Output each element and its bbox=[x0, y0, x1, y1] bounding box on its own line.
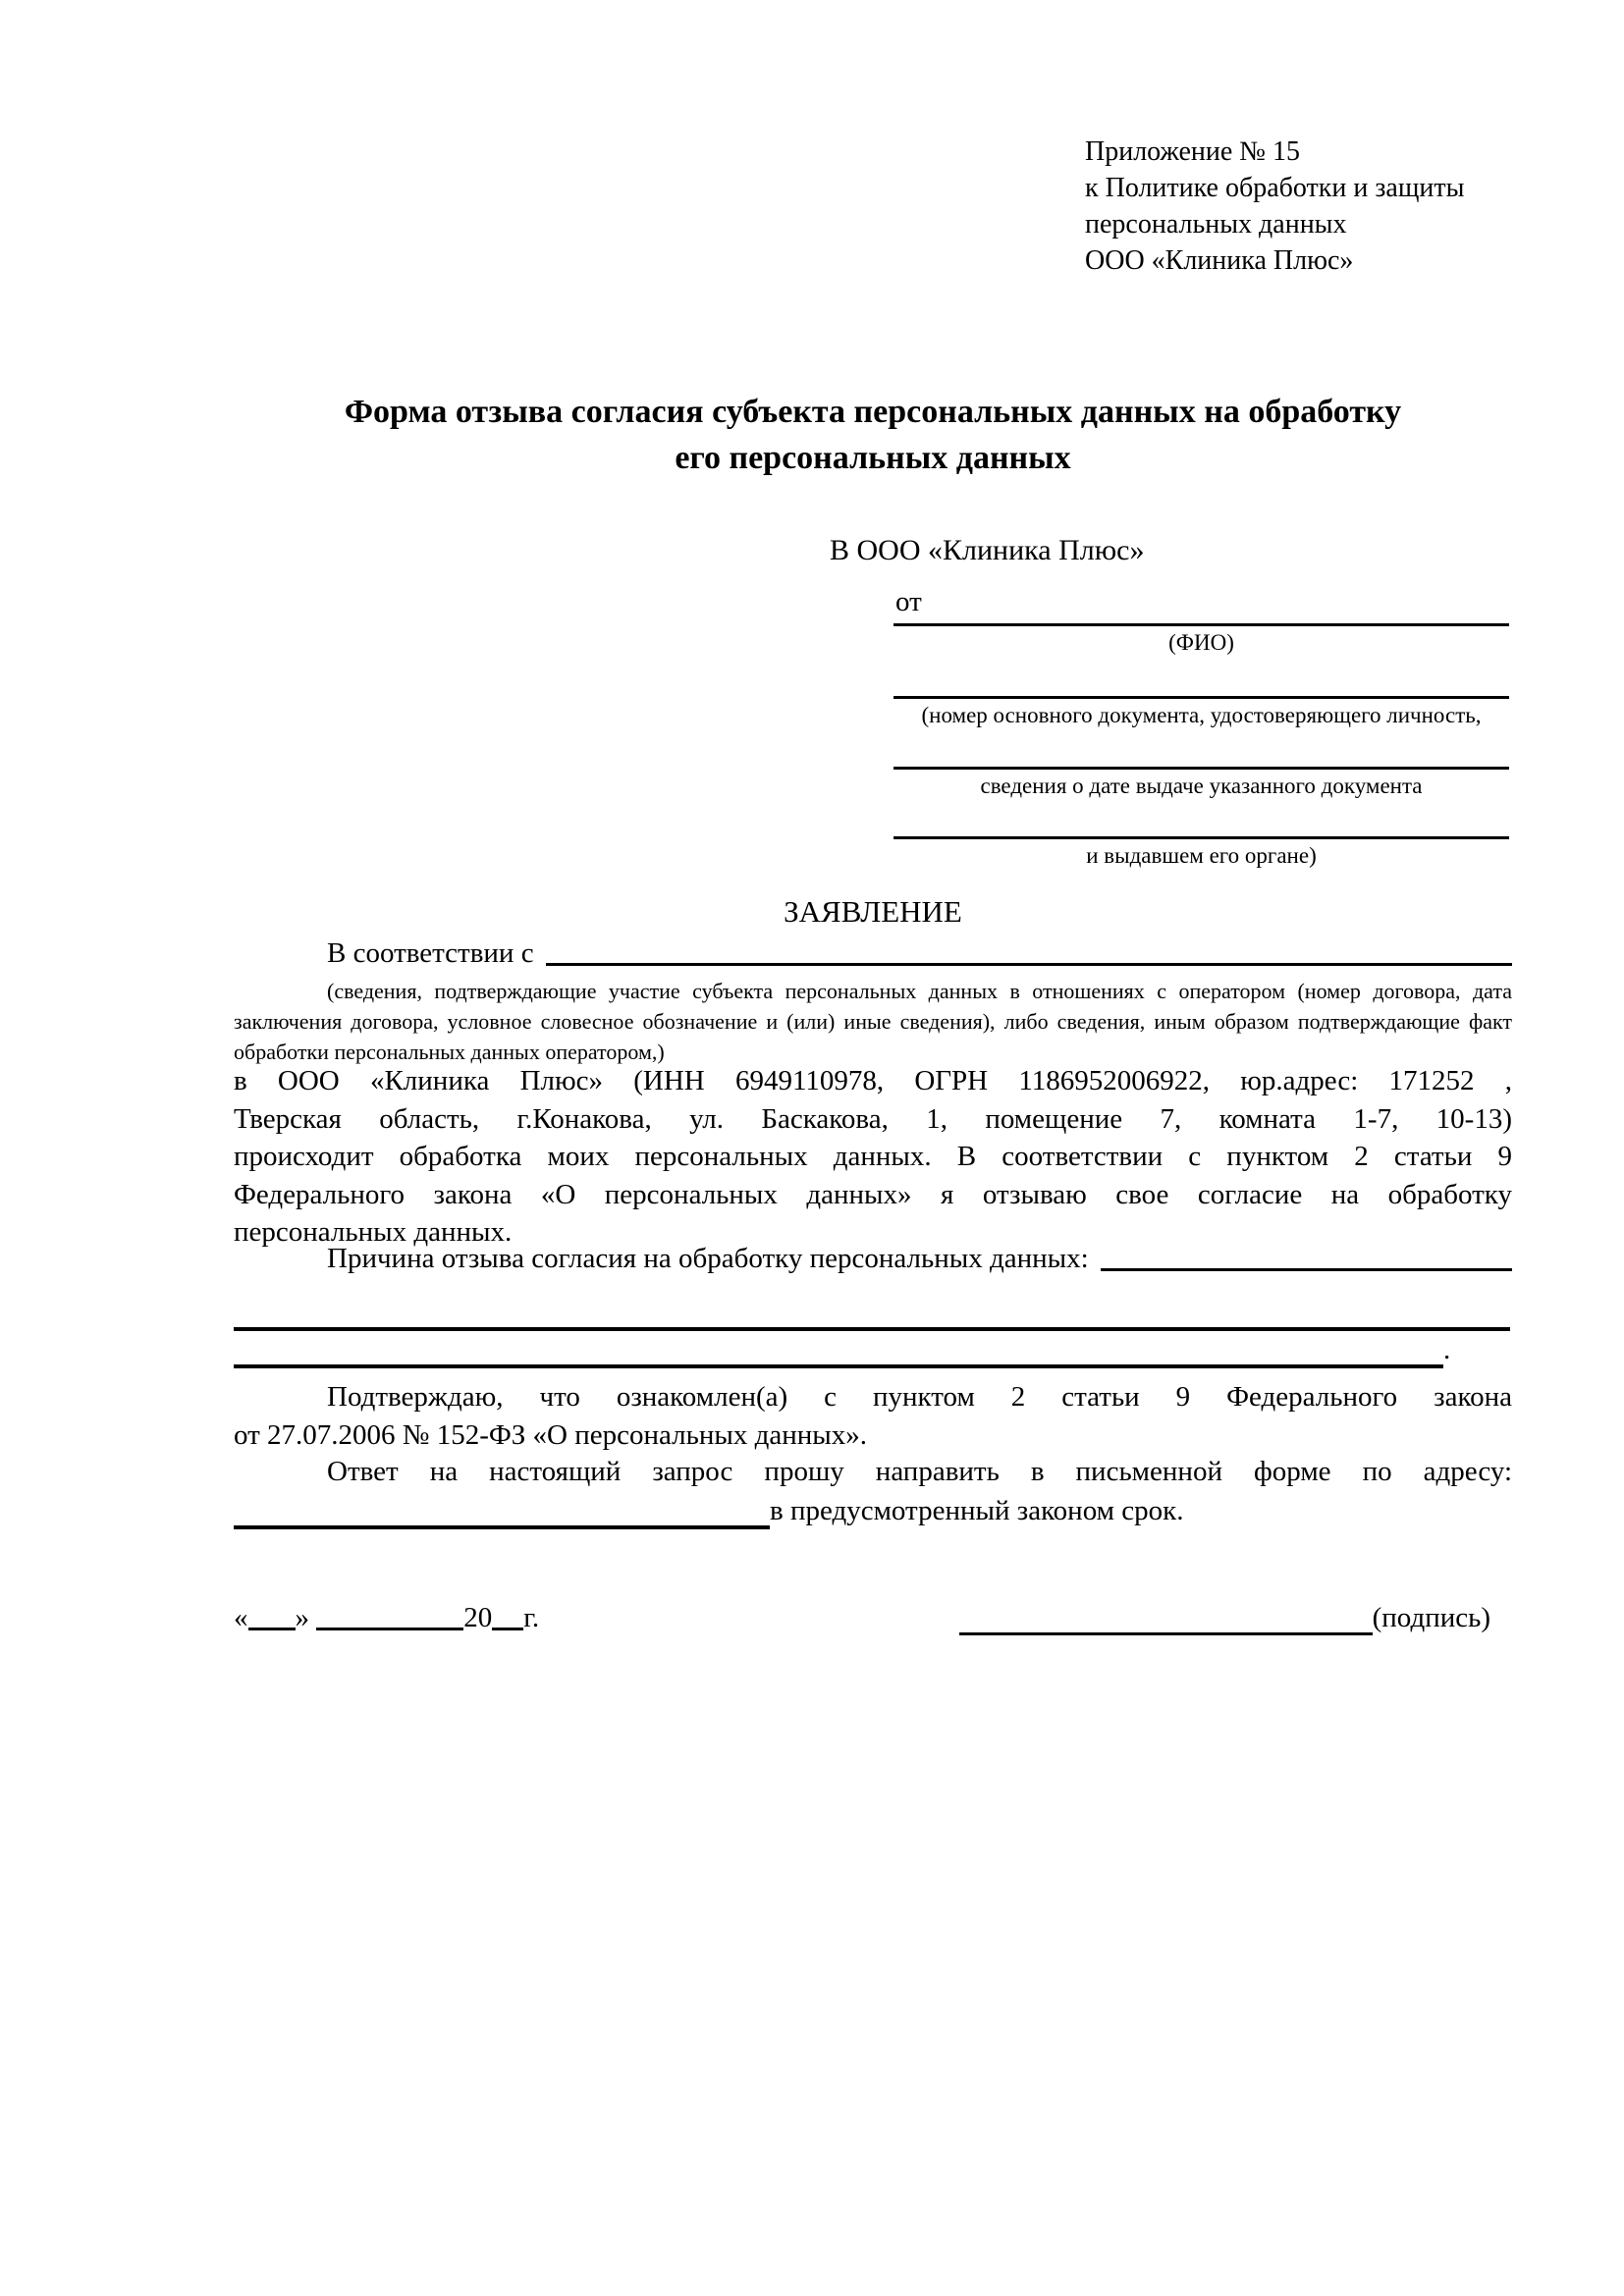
appendix-header bbox=[1085, 133, 1464, 279]
reason-blank-line-3-row bbox=[234, 1323, 1512, 1368]
reply-address-row bbox=[234, 1490, 1512, 1529]
document-title-line: Форма отзыва согласия субъекта персональных данных на обработку bbox=[344, 394, 1402, 430]
reason-row bbox=[234, 1240, 1512, 1277]
statement-body-line: Тверская область, г.Конакова, ул. Баскакова, 1, помещение 7, комната 1-7, 10-13) bbox=[234, 1102, 1512, 1135]
intro-prefix: В соответствии с bbox=[327, 937, 534, 969]
day-blank-line bbox=[248, 1602, 296, 1630]
reply-address-blank-line bbox=[234, 1490, 770, 1529]
explanatory-note-line: заключения договора, условное словесное обозначение и (или) иные сведения), либо сведения, иным образом подтверждающие факт bbox=[234, 1009, 1512, 1034]
year-prefix: 20 bbox=[463, 1602, 493, 1633]
year-blank-line bbox=[492, 1602, 523, 1630]
reason-label: Причина отзыва согласия на обработку персональных данных: bbox=[327, 1243, 1089, 1274]
date-group bbox=[234, 1600, 539, 1635]
document-number-caption: (номер основного документа, удостоверяющего личность, bbox=[921, 703, 1482, 727]
statement-body-line: Федерального закона «О персональных данных» я отзываю свое согласие на обработку bbox=[234, 1178, 1512, 1210]
statement-body-line: в ООО «Клиника Плюс» (ИНН 6949110978, ОГРН 1186952006922, юр.адрес: 171252 , bbox=[234, 1065, 1512, 1096]
addressee-organization: В ООО «Клиника Плюс» bbox=[830, 534, 1145, 566]
reply-request-line: Ответ на настоящий запрос прошу направить в письменной форме по адресу: bbox=[327, 1456, 1512, 1487]
signature-blank-line bbox=[959, 1603, 1373, 1635]
appendix-header-line: Приложение № 15 bbox=[1085, 136, 1300, 167]
blank-line-period: . bbox=[1443, 1334, 1451, 1365]
statement-body-line: происходит обработка моих персональных данных. В соответствии с пунктом 2 статьи 9 bbox=[234, 1141, 1512, 1172]
confirmation-line: от 27.07.2006 № 152-ФЗ «О персональных данных». bbox=[234, 1418, 868, 1451]
appendix-header-line: к Политике обработки и защиты bbox=[1085, 173, 1465, 203]
statement-body-line: персональных данных. bbox=[234, 1216, 513, 1248]
year-suffix: г. bbox=[523, 1602, 540, 1633]
explanatory-note bbox=[234, 976, 1512, 1067]
confirmation-line: Подтверждаю, что ознакомлен(а) с пунктом 2 статьи 9 Федерального закона bbox=[327, 1381, 1512, 1413]
date-signature-row bbox=[234, 1600, 1512, 1635]
reply-suffix: в предусмотренный законом срок. bbox=[770, 1495, 1184, 1526]
date-open-quote: « bbox=[234, 1602, 248, 1633]
addressee-block bbox=[234, 533, 1512, 869]
fio-caption: (ФИО) bbox=[1168, 630, 1234, 655]
signature-caption: (подпись) bbox=[1372, 1602, 1490, 1633]
signature-group bbox=[959, 1600, 1490, 1635]
intro-row bbox=[234, 934, 1512, 972]
date-close-quote: » bbox=[295, 1602, 309, 1633]
reason-blank-line-3 bbox=[234, 1323, 1443, 1368]
issue-date-caption: сведения о дате выдаче указанного документа bbox=[980, 774, 1423, 798]
issuing-authority-caption: и выдавшем его органе) bbox=[1086, 843, 1317, 868]
document-title bbox=[234, 389, 1512, 481]
addressee-from-label: от bbox=[895, 586, 922, 617]
confirmation-paragraph bbox=[234, 1378, 1512, 1454]
statement-body bbox=[234, 1062, 1512, 1252]
appendix-header-line: персональных данных bbox=[1085, 209, 1347, 240]
reason-blank-line bbox=[1101, 1240, 1512, 1271]
explanatory-note-line: обработки персональных данных оператором,) bbox=[234, 1040, 665, 1064]
intro-blank-line bbox=[546, 934, 1512, 966]
explanatory-note-line: (сведения, подтверждающие участие субъекта персональных данных в отношениях с оператором (номер договора, дата bbox=[327, 979, 1512, 1003]
month-blank-line bbox=[316, 1602, 463, 1630]
appendix-header-line: ООО «Клиника Плюс» bbox=[1085, 245, 1354, 276]
document-title-line: его персональных данных bbox=[675, 440, 1071, 476]
statement-heading: ЗАЯВЛЕНИЕ bbox=[784, 894, 962, 929]
